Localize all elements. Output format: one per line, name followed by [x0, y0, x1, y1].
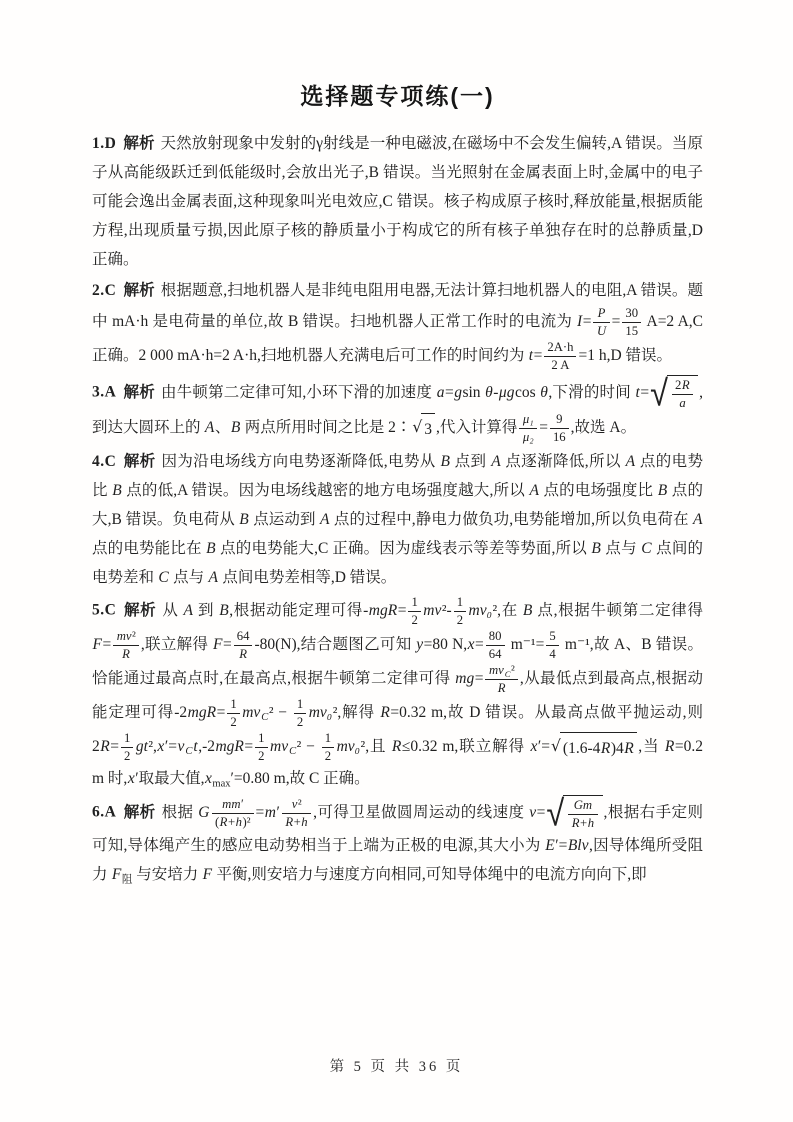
solution-paragraph: [92, 791, 703, 889]
square-root: [650, 371, 698, 414]
analysis-tag: 解析: [123, 282, 155, 299]
solution-paragraph: [92, 371, 703, 445]
fraction: $\frac{P}{U}$: [593, 305, 609, 339]
solution-text: 根据题意,扫地机器人是非纯电阻用电器,无法计算扫地机器人的电阻,A 错误。题中 mA·h 是电荷量的单位,故 B 错误。扫地机器人正常工作时的电流为 I= $\frac{P}{U}$ = $\frac{30}{15}$ A=2 A,C 正确。2 000 mA·h=2 A·h,扫地机器人充满电后可工作的时间约为 t= $\frac{2A\cdot h}{2 A}$ =1 h,D 错误。: [92, 282, 703, 372]
solution-paragraph: [92, 129, 703, 274]
fraction: $\frac{\text{mv²}}{R}$: [113, 628, 139, 662]
question-answer-label: 3.A: [92, 383, 117, 401]
solution-text: 由牛顿第二定律可知,小环下滑的加速度 a=gsin θ-μgcos θ,下滑的时间 t= √ $\frac{2R}{a}$ ,到达大圆环上的 A、B 两点所用时间之比是 2∶ √ 3 ,代入计算得 $\frac{\text{μ₁}}{\text{μ₂}}$ = $\frac{9}{16}$ ,故选 A。: [92, 371, 703, 444]
fraction: $\frac{80}{64}$: [486, 628, 505, 662]
fraction: $\frac{5}{4}$: [546, 628, 558, 662]
fraction: $\frac{mm'}{\text{(R+h)²}}$: [212, 796, 254, 830]
radical-icon: √: [650, 371, 668, 414]
question-answer-label: 1.D: [92, 135, 117, 152]
fraction: $\frac{\text{v²}}{R+h}$: [282, 796, 311, 830]
analysis-tag: 解析: [123, 135, 155, 152]
fraction: $\frac{mv_C^2}{R}$: [485, 662, 517, 696]
fraction: $\frac{9}{16}$: [550, 411, 569, 445]
fraction: $\frac{1}{2}$: [121, 730, 133, 764]
solution-text: 从 A 到 B,根据动能定理可得-mgR= $\frac{1}{2}$ mv²- $\frac{1}{2}$ mv₀²,在 B 点,根据牛顿第二定律得 F= $\frac{\text{mv²}}{R}$ ,联立解得 F= $\frac{64}{R}$ -80(N),结合题图乙可知 y=80 N,x= $\frac{80}{64}$ m⁻¹= $\frac{5}{4}$ m⁻¹,故 A、B 错误。恰能通过最高点时,在最高点,根据牛顿第二定律可得 mg= $\frac{mv_C^2}{R}$ ,从最低点到最高点,根据动能定理可得-2mgR= $\frac{1}{2}$ $mv_C^2$ − $\frac{1}{2}$ mv₀²,解得 R=0.32 m,故 D 错误。从最高点做平抛运动,则 2R= $\frac{1}{2}$ $gt^2,x'=v_Ct,-2mgR=$ $\frac{1}{2}$ $mv_C^2$ − $\frac{1}{2}$ mv₀²,且 R≤0.32 m,联立解得 x′= √ (1.6-4R)4R ,当 R=0.2 m 时,x′取最大值$,x_{max}'=0.80$ m,故 C 正确。: [92, 595, 703, 790]
fraction: $\frac{30}{15}$: [622, 305, 641, 339]
fraction: $\frac{1}{2}$: [322, 730, 334, 764]
square-root: √ 3: [412, 413, 435, 444]
radical-icon: √: [551, 737, 561, 756]
fraction: $\frac{\text{μ₁}}{\text{μ₂}}$: [519, 411, 537, 445]
solution-paragraph: [92, 276, 703, 373]
fraction: $\frac{Gm}{R+h}$: [568, 797, 597, 831]
question-answer-label: 2.C: [92, 282, 117, 299]
analysis-tag: 解析: [123, 383, 155, 401]
solution-text: 因为沿电场线方向电势逐渐降低,电势从 B 点到 A 点逐渐降低,所以 A 点的电势比 B 点的低,A 错误。因为电场线越密的地方电场强度越大,所以 A 点的电场强度比 B 点的大,B 错误。负电荷从 B 点运动到 A 点的过程中,静电力做负功,电势能增加,所以负电荷在 A 点的电势能比在 B 点的电势能大,C 正确。因为虚线表示等差等势面,所以 B 点与 C 点间的电势差和 C 点与 A 点间电势差相等,D 错误。: [92, 453, 703, 586]
solution-text: 天然放射现象中发射的γ射线是一种电磁波,在磁场中不会发生偏转,A 错误。当原子从高能级跃迁到低能级时,会放出光子,B 错误。当光照射在金属表面上时,金属中的电子可能会逸出金属表面,这种现象叫光电效应,C 错误。核子构成原子核时,释放能量,根据质能方程,出现质量亏损,因此原子核的静质量小于构成它的所有核子单独存在时的总静质量,D 正确。: [92, 135, 703, 268]
fraction: $\frac{1}{2}$: [408, 594, 420, 628]
solution-paragraph: [92, 447, 703, 592]
fraction: $\frac{1}{2}$: [255, 730, 267, 764]
question-answer-label: 6.A: [92, 803, 117, 821]
solution-paragraph: [92, 594, 703, 793]
solutions-list: [92, 129, 703, 889]
fraction: $\frac{2R}{a}$: [672, 377, 693, 411]
square-root: √ (1.6-4R)4R: [551, 732, 637, 763]
radical-icon: √: [412, 418, 423, 437]
fraction: $\frac{2A\cdot h}{2 A}$: [544, 339, 576, 373]
page-title: 选择题专项练(一): [300, 83, 495, 109]
fraction: $\frac{1}{2}$: [294, 696, 306, 730]
solution-text: 根据 G $\frac{mm'}{\text{(R+h)²}}$ =m′ $\frac{\text{v²}}{R+h}$ ,可得卫星做圆周运动的线速度 v= √ $\frac{Gm}{R+h}$ ,根据右手定则可知,导体绳产生的感应电动势相当于上端为正极的电源,其大小为 E′=Blv,因导体绳所受阻力 $F_阻$ 与安培力 F 平衡,则安培力与速度方向相同,可知导体绳中的电流方向向下,即: [92, 791, 703, 886]
page-footer: 第 5 页 共 36 页: [329, 1059, 464, 1075]
radical-icon: √: [546, 791, 565, 834]
question-answer-label: 5.C: [92, 601, 117, 619]
analysis-tag: 解析: [123, 601, 157, 619]
question-answer-label: 4.C: [92, 453, 117, 470]
analysis-tag: 解析: [123, 803, 156, 821]
square-root: [546, 791, 602, 834]
fraction: $\frac{64}{R}$: [234, 628, 253, 662]
fraction: $\frac{1}{2}$: [454, 594, 466, 628]
fraction: $\frac{1}{2}$: [227, 696, 239, 730]
analysis-tag: 解析: [123, 453, 156, 470]
